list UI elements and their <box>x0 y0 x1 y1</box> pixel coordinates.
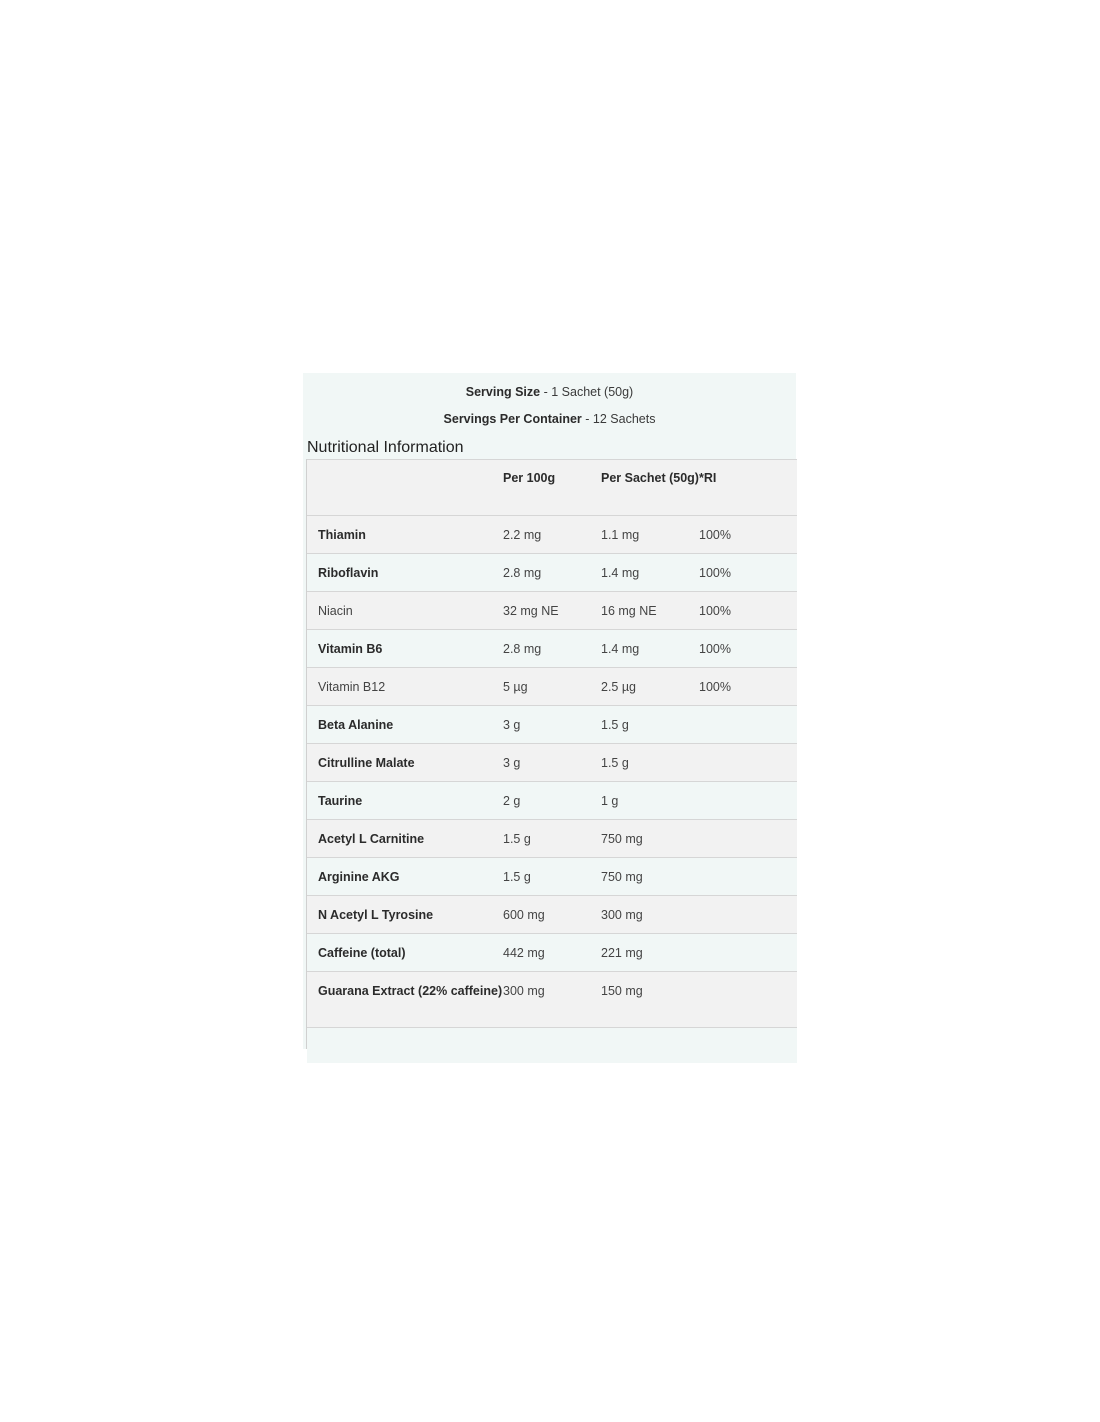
table-row <box>307 705 797 743</box>
value-ri: 100% <box>699 566 731 580</box>
table-row <box>307 819 797 857</box>
servings-per-container-value: - 12 Sachets <box>585 412 656 426</box>
serving-size-value: - 1 Sachet (50g) <box>543 385 634 399</box>
value-per-sachet: 16 mg NE <box>601 604 657 618</box>
value-per-100g: 32 mg NE <box>503 604 559 618</box>
value-ri <box>699 820 796 857</box>
nutrient-name: Guarana Extract (22% caffeine) <box>318 984 503 998</box>
value-per-sachet: 1 g <box>601 794 619 808</box>
value-per-100g: 2.8 mg <box>503 642 542 656</box>
nutrition-panel <box>303 373 796 1049</box>
header-nutrient <box>307 460 503 515</box>
value-per-100g: 2.2 mg <box>503 528 542 542</box>
value-per-sachet: 1.4 mg <box>601 566 640 580</box>
header-per-sachet: Per Sachet (50g) <box>601 471 699 485</box>
value-ri <box>699 934 796 971</box>
value-per-sachet: 750 mg <box>601 870 643 884</box>
table-footer-spacer <box>307 1027 797 1063</box>
value-per-sachet: 1.5 g <box>601 718 629 732</box>
nutrient-name: Caffeine (total) <box>318 946 406 960</box>
value-ri <box>699 782 796 819</box>
value-per-sachet: 300 mg <box>601 908 643 922</box>
serving-size-line <box>303 385 796 399</box>
nutrient-name: Citrulline Malate <box>318 756 415 770</box>
nutrient-name: Arginine AKG <box>318 870 400 884</box>
header-ri: *RI <box>699 471 717 485</box>
nutrient-name: Thiamin <box>318 528 366 542</box>
value-per-100g: 2 g <box>503 794 521 808</box>
nutrient-name: Niacin <box>318 604 353 618</box>
value-ri: 100% <box>699 604 731 618</box>
table-row <box>307 515 797 553</box>
value-per-100g: 300 mg <box>503 984 545 998</box>
value-per-sachet: 221 mg <box>601 946 643 960</box>
value-per-sachet: 750 mg <box>601 832 643 846</box>
value-per-100g: 442 mg <box>503 946 545 960</box>
servings-per-container-label: Servings Per Container <box>443 412 582 426</box>
nutrient-name: Vitamin B12 <box>318 680 386 694</box>
value-per-sachet: 2.5 µg <box>601 680 637 694</box>
table-row <box>307 553 797 591</box>
table-row <box>307 629 797 667</box>
value-per-100g: 2.8 mg <box>503 566 542 580</box>
value-ri <box>699 896 796 933</box>
value-per-100g: 1.5 g <box>503 870 531 884</box>
value-ri <box>699 744 796 781</box>
value-ri <box>699 706 796 743</box>
table-row <box>307 933 797 971</box>
nutrient-name: N Acetyl L Tyrosine <box>318 908 434 922</box>
nutrient-name: Taurine <box>318 794 363 808</box>
nutrition-table <box>306 459 797 1049</box>
nutrient-name: Acetyl L Carnitine <box>318 832 425 846</box>
servings-per-container-line <box>303 412 796 426</box>
value-ri: 100% <box>699 528 731 542</box>
value-per-100g: 5 µg <box>503 680 528 694</box>
header-per-100g: Per 100g <box>503 471 556 485</box>
nutrient-name: Vitamin B6 <box>318 642 383 656</box>
table-header-row <box>307 459 797 515</box>
serving-size-label: Serving Size <box>465 385 541 399</box>
table-row <box>307 591 797 629</box>
nutrition-heading: Nutritional Information <box>307 439 464 456</box>
nutrient-name: Riboflavin <box>318 566 379 580</box>
table-row <box>307 743 797 781</box>
table-row <box>307 971 797 1027</box>
value-ri <box>699 858 796 895</box>
nutrient-name: Beta Alanine <box>318 718 394 732</box>
value-per-sachet: 1.4 mg <box>601 642 640 656</box>
value-ri <box>699 972 796 1027</box>
table-row <box>307 781 797 819</box>
value-ri: 100% <box>699 642 731 656</box>
value-per-100g: 600 mg <box>503 908 545 922</box>
table-row <box>307 667 797 705</box>
value-per-100g: 3 g <box>503 718 521 732</box>
value-per-100g: 1.5 g <box>503 832 531 846</box>
table-row <box>307 857 797 895</box>
value-ri: 100% <box>699 680 731 694</box>
value-per-sachet: 1.5 g <box>601 756 629 770</box>
table-row <box>307 895 797 933</box>
value-per-sachet: 150 mg <box>601 984 643 998</box>
value-per-sachet: 1.1 mg <box>601 528 640 542</box>
value-per-100g: 3 g <box>503 756 521 770</box>
